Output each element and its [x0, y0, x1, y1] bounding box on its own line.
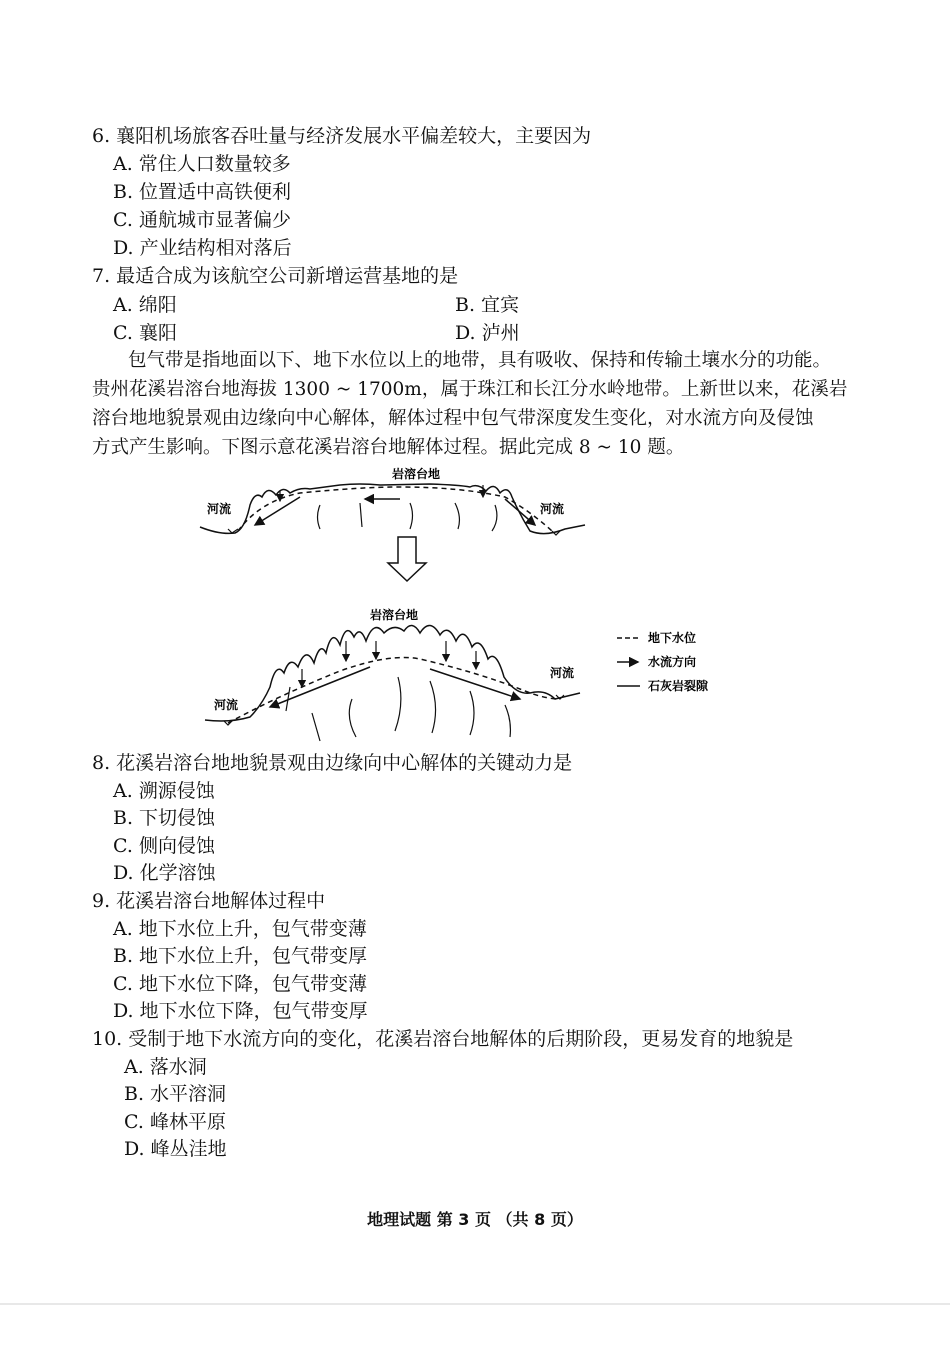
question-10-option-d: D. 峰丛洼地 — [124, 1138, 227, 1160]
top-flow-arrow-right — [505, 499, 535, 525]
stage-2-diagram — [205, 607, 580, 741]
bottom-river-left-label: 河流 — [214, 698, 239, 712]
bottom-plateau-label: 岩溶台地 — [370, 608, 419, 622]
passage-line-4: 方式产生影响。下图示意花溪岩溶台地解体过程。据此完成 8 ~ 10 题。 — [92, 437, 685, 458]
diagram-legend — [617, 630, 709, 693]
transition-down-arrow — [388, 537, 426, 581]
bottom-river-right-label: 河流 — [550, 666, 575, 680]
passage-line-2: 贵州花溪岩溶台地海拔 1300 ~ 1700m，属于珠江和长江分水岭地带。上新世以来，花溪岩 — [92, 379, 848, 400]
question-10-option-b: B. 水平溶洞 — [124, 1083, 227, 1105]
question-6-option-d: D. 产业结构相对落后 — [113, 237, 292, 259]
question-9-stem: 9. 花溪岩溶台地解体过程中 — [92, 890, 326, 912]
question-7-option-a: A. 绵阳 — [113, 294, 177, 316]
stage-1-diagram — [200, 466, 585, 535]
page-footer: 地理试题 第 3 页 （共 8 页） — [367, 1210, 583, 1229]
question-7-option-d: D. 泸州 — [455, 322, 520, 344]
question-10-option-c: C. 峰林平原 — [124, 1111, 226, 1133]
question-10-option-a: A. 落水洞 — [124, 1056, 207, 1078]
question-7-option-b: B. 宜宾 — [455, 294, 520, 316]
question-8-option-a: A. 溯源侵蚀 — [113, 780, 215, 802]
question-9-option-b: B. 地下水位上升，包气带变厚 — [113, 945, 368, 967]
question-7-option-c: C. 襄阳 — [113, 322, 177, 344]
question-8-option-b: B. 下切侵蚀 — [113, 807, 216, 829]
scan-edge-line — [0, 1303, 950, 1305]
question-6-stem: 6. 襄阳机场旅客吞吐量与经济发展水平偏差较大，主要因为 — [92, 125, 592, 147]
passage-line-1: 包气带是指地面以下、地下水位以上的地带，具有吸收、保持和传输土壤水分的功能。 — [128, 350, 832, 371]
legend-water-table-label: 地下水位 — [648, 631, 697, 645]
question-6-option-b: B. 位置适中高铁便利 — [113, 181, 292, 203]
top-surface-line — [200, 484, 585, 534]
top-flow-arrow-left — [255, 497, 300, 525]
question-6-option-a: A. 常住人口数量较多 — [113, 153, 291, 175]
question-9-option-d: D. 地下水位下降，包气带变厚 — [113, 1000, 368, 1022]
passage-line-3: 溶台地地貌景观由边缘向中心解体，解体过程中包气带深度发生变化，对水流方向及侵蚀 — [92, 408, 814, 429]
question-7-stem: 7. 最适合成为该航空公司新增运营基地的是 — [92, 265, 459, 287]
question-9-option-c: C. 地下水位下降，包气带变薄 — [113, 973, 367, 995]
top-river-left-label: 河流 — [207, 502, 232, 516]
question-8-stem: 8. 花溪岩溶台地地貌景观由边缘向中心解体的关键动力是 — [92, 752, 573, 774]
question-8-option-d: D. 化学溶蚀 — [113, 862, 216, 884]
question-8-option-c: C. 侧向侵蚀 — [113, 835, 215, 857]
question-10-stem: 10. 受制于地下水流方向的变化，花溪岩溶台地解体的后期阶段，更易发育的地貌是 — [92, 1028, 794, 1050]
top-river-right-label: 河流 — [540, 502, 565, 516]
bottom-water-table — [228, 658, 560, 724]
question-9-option-a: A. 地下水位上升，包气带变薄 — [113, 918, 367, 940]
bottom-flow-arrow-left — [270, 667, 370, 707]
reading-passage — [92, 346, 864, 462]
legend-fissure-label: 石灰岩裂隙 — [648, 679, 709, 693]
karst-plateau-diagram — [0, 455, 950, 755]
top-water-table — [238, 487, 552, 531]
question-6-option-c: C. 通航城市显著偏少 — [113, 209, 291, 231]
legend-flow-direction-label: 水流方向 — [648, 655, 697, 669]
top-plateau-label: 岩溶台地 — [392, 467, 441, 481]
top-fissures — [318, 503, 497, 531]
